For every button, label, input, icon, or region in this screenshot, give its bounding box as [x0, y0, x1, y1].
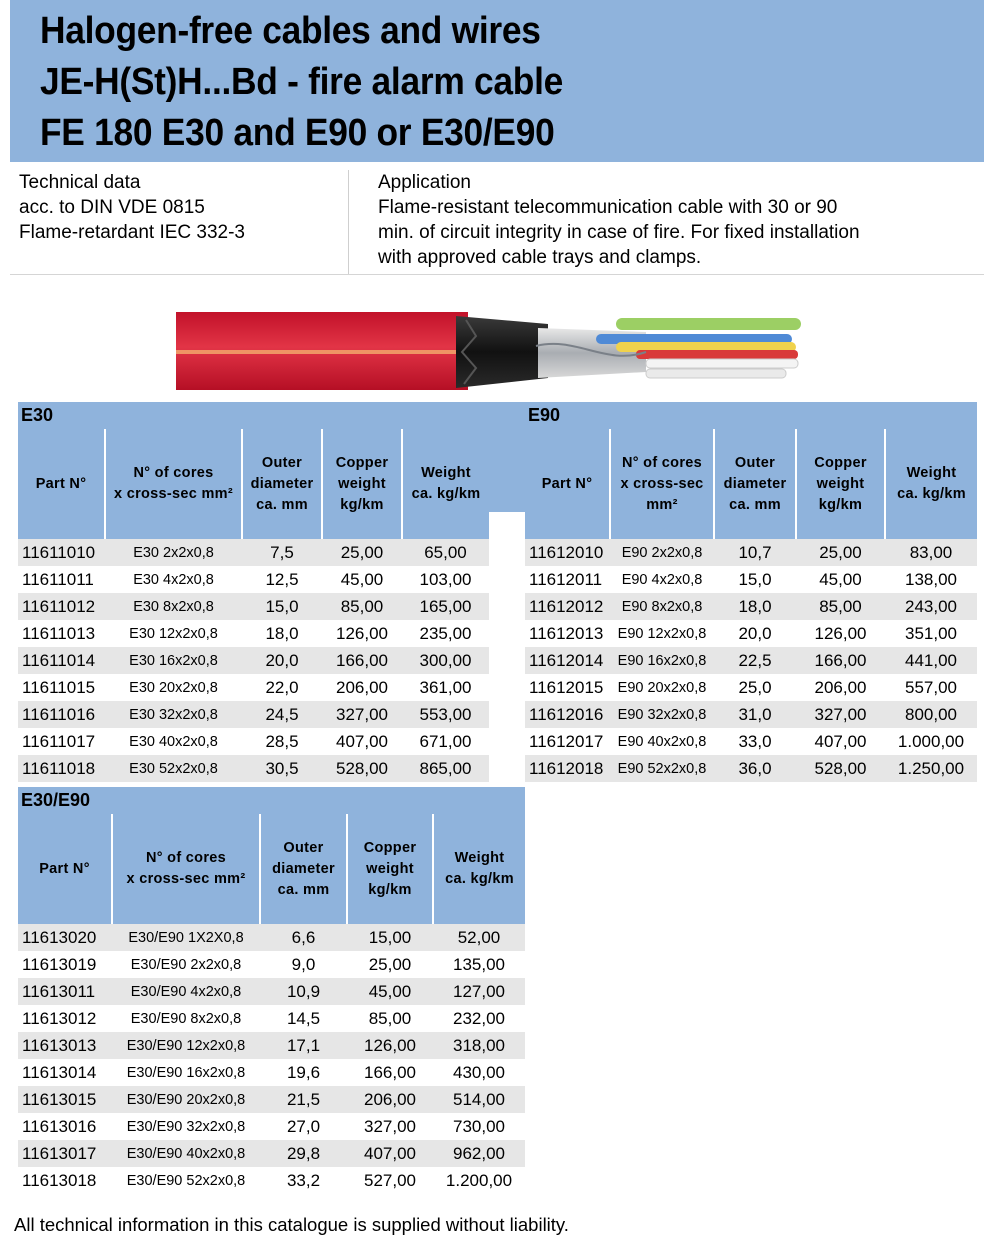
cable-photo-icon [176, 306, 806, 392]
header-copper: Copper weight kg/km [347, 814, 433, 924]
header-weight: Weight ca. kg/km [885, 429, 977, 539]
table-row: 11612016 E90 32x2x0,8 31,0 327,00 800,00 [525, 701, 977, 728]
wire-white-2 [646, 369, 786, 378]
title-line-1: Halogen-free cables and wires [40, 10, 541, 52]
header-part: Part N° [525, 429, 610, 539]
header-weight: Weight ca. kg/km [433, 814, 525, 924]
table-row: 11611010 E30 2x2x0,8 7,5 25,00 65,00 [18, 539, 489, 566]
technical-data [19, 170, 245, 245]
technical-line: acc. to DIN VDE 0815 [19, 197, 205, 218]
info-bottom-rule [10, 274, 984, 275]
title-line-3: FE 180 E30 and E90 or E30/E90 [40, 112, 555, 154]
section-title-e90: E90 [525, 402, 977, 429]
table-row: 11613016 E30/E90 32x2x0,8 27,0 327,00 730,00 [22, 1116, 505, 1136]
wire-white [646, 359, 798, 368]
cable-stripe [176, 350, 461, 354]
header-cores: N° of cores x cross-sec mm² [105, 429, 242, 539]
table-row: 11613014 E30/E90 16x2x0,8 19,6 166,00 430,00 [22, 1062, 505, 1082]
table-row: 11613020 E30/E90 1X2X0,8 6,6 15,00 52,00 [18, 924, 525, 951]
table-row: 11612012 E90 8x2x0,8 18,0 85,00 243,00 [525, 593, 977, 620]
table-row: 11613013 E30/E90 12x2x0,8 17,1 126,00 318,00 [18, 1032, 525, 1059]
header-weight: Weight ca. kg/km [402, 429, 489, 539]
table-row: 11613017 E30/E90 40x2x0,8 29,8 407,00 962,00 [18, 1140, 525, 1167]
header-outer: Outer diameter ca. mm [260, 814, 347, 924]
section-title-e30e90: E30/E90 [18, 787, 525, 814]
header-outer: Outer diameter ca. mm [242, 429, 322, 539]
application-line: with approved cable trays and clamps. [378, 247, 702, 268]
header-part: Part N° [18, 429, 105, 539]
section-title-e30: E30 [18, 402, 489, 429]
footer-disclaimer: All technical information in this catalogue is supplied without liability. [14, 1214, 569, 1235]
table-row: 11611017 E30 40x2x0,8 28,5 407,00 671,00 [22, 731, 472, 751]
table-row: 11612014 E90 16x2x0,8 22,5 166,00 441,00 [525, 647, 977, 674]
application-line: min. of circuit integrity in case of fire. For fixed installation [378, 222, 860, 243]
technical-line: Technical data [19, 172, 141, 193]
table-row: 11612017 E90 40x2x0,8 33,0 407,00 1.000,00 [529, 731, 965, 751]
table-row: 11613011 E30/E90 4x2x0,8 10,9 45,00 127,00 [18, 978, 525, 1005]
table-row: 11611011 E30 4x2x0,8 12,5 45,00 103,00 [22, 569, 472, 589]
application-line: Application [378, 172, 471, 193]
header-cores: N° of cores x cross-sec mm² [112, 814, 260, 924]
table-row: 11613012 E30/E90 8x2x0,8 14,5 85,00 232,00 [22, 1008, 505, 1028]
table-row: 11611016 E30 32x2x0,8 24,5 327,00 553,00 [18, 701, 489, 728]
table-row: 11612011 E90 4x2x0,8 15,0 45,00 138,00 [529, 569, 957, 589]
header-part: Part N° [18, 814, 112, 924]
table-e30 [18, 429, 489, 782]
wire-red [636, 350, 798, 359]
table-row: 11611018 E30 52x2x0,8 30,5 528,00 865,00 [18, 755, 489, 782]
table-row: 11611015 E30 20x2x0,8 22,0 206,00 361,00 [22, 677, 472, 697]
technical-line: Flame-retardant IEC 332-3 [19, 222, 245, 243]
application-line: Flame-resistant telecommunication cable with 30 or 90 [378, 197, 838, 218]
table-e30e90 [18, 814, 525, 1194]
section-gap [489, 402, 525, 512]
info-divider [348, 170, 349, 274]
header-outer: Outer diameter ca. mm [714, 429, 796, 539]
table-row: 11613019 E30/E90 2x2x0,8 9,0 25,00 135,00 [22, 954, 505, 974]
table-e90 [525, 429, 977, 782]
table-row: 11612018 E90 52x2x0,8 36,0 528,00 1.250,00 [525, 755, 977, 782]
title-line-2: JE-H(St)H...Bd - fire alarm cable [40, 61, 563, 103]
table-row: 11612015 E90 20x2x0,8 25,0 206,00 557,00 [529, 677, 957, 697]
header-cores: N° of cores x cross-sec mm² [610, 429, 714, 539]
table-row: 11612010 E90 2x2x0,8 10,7 25,00 83,00 [525, 539, 977, 566]
table-row: 11611012 E30 8x2x0,8 15,0 85,00 165,00 [18, 593, 489, 620]
table-row: 11613018 E30/E90 52x2x0,8 33,2 527,00 1.200,00 [22, 1170, 513, 1190]
title-band [10, 0, 984, 162]
table-row: 11611013 E30 12x2x0,8 18,0 126,00 235,00 [22, 623, 472, 643]
header-copper: Copper weight kg/km [796, 429, 885, 539]
table-row: 11611014 E30 16x2x0,8 20,0 166,00 300,00 [18, 647, 489, 674]
header-copper: Copper weight kg/km [322, 429, 402, 539]
table-row: 11612013 E90 12x2x0,8 20,0 126,00 351,00 [529, 623, 957, 643]
wire-green [616, 318, 801, 330]
table-row: 11613015 E30/E90 20x2x0,8 21,5 206,00 514,00 [18, 1086, 525, 1113]
application-text [378, 170, 860, 270]
